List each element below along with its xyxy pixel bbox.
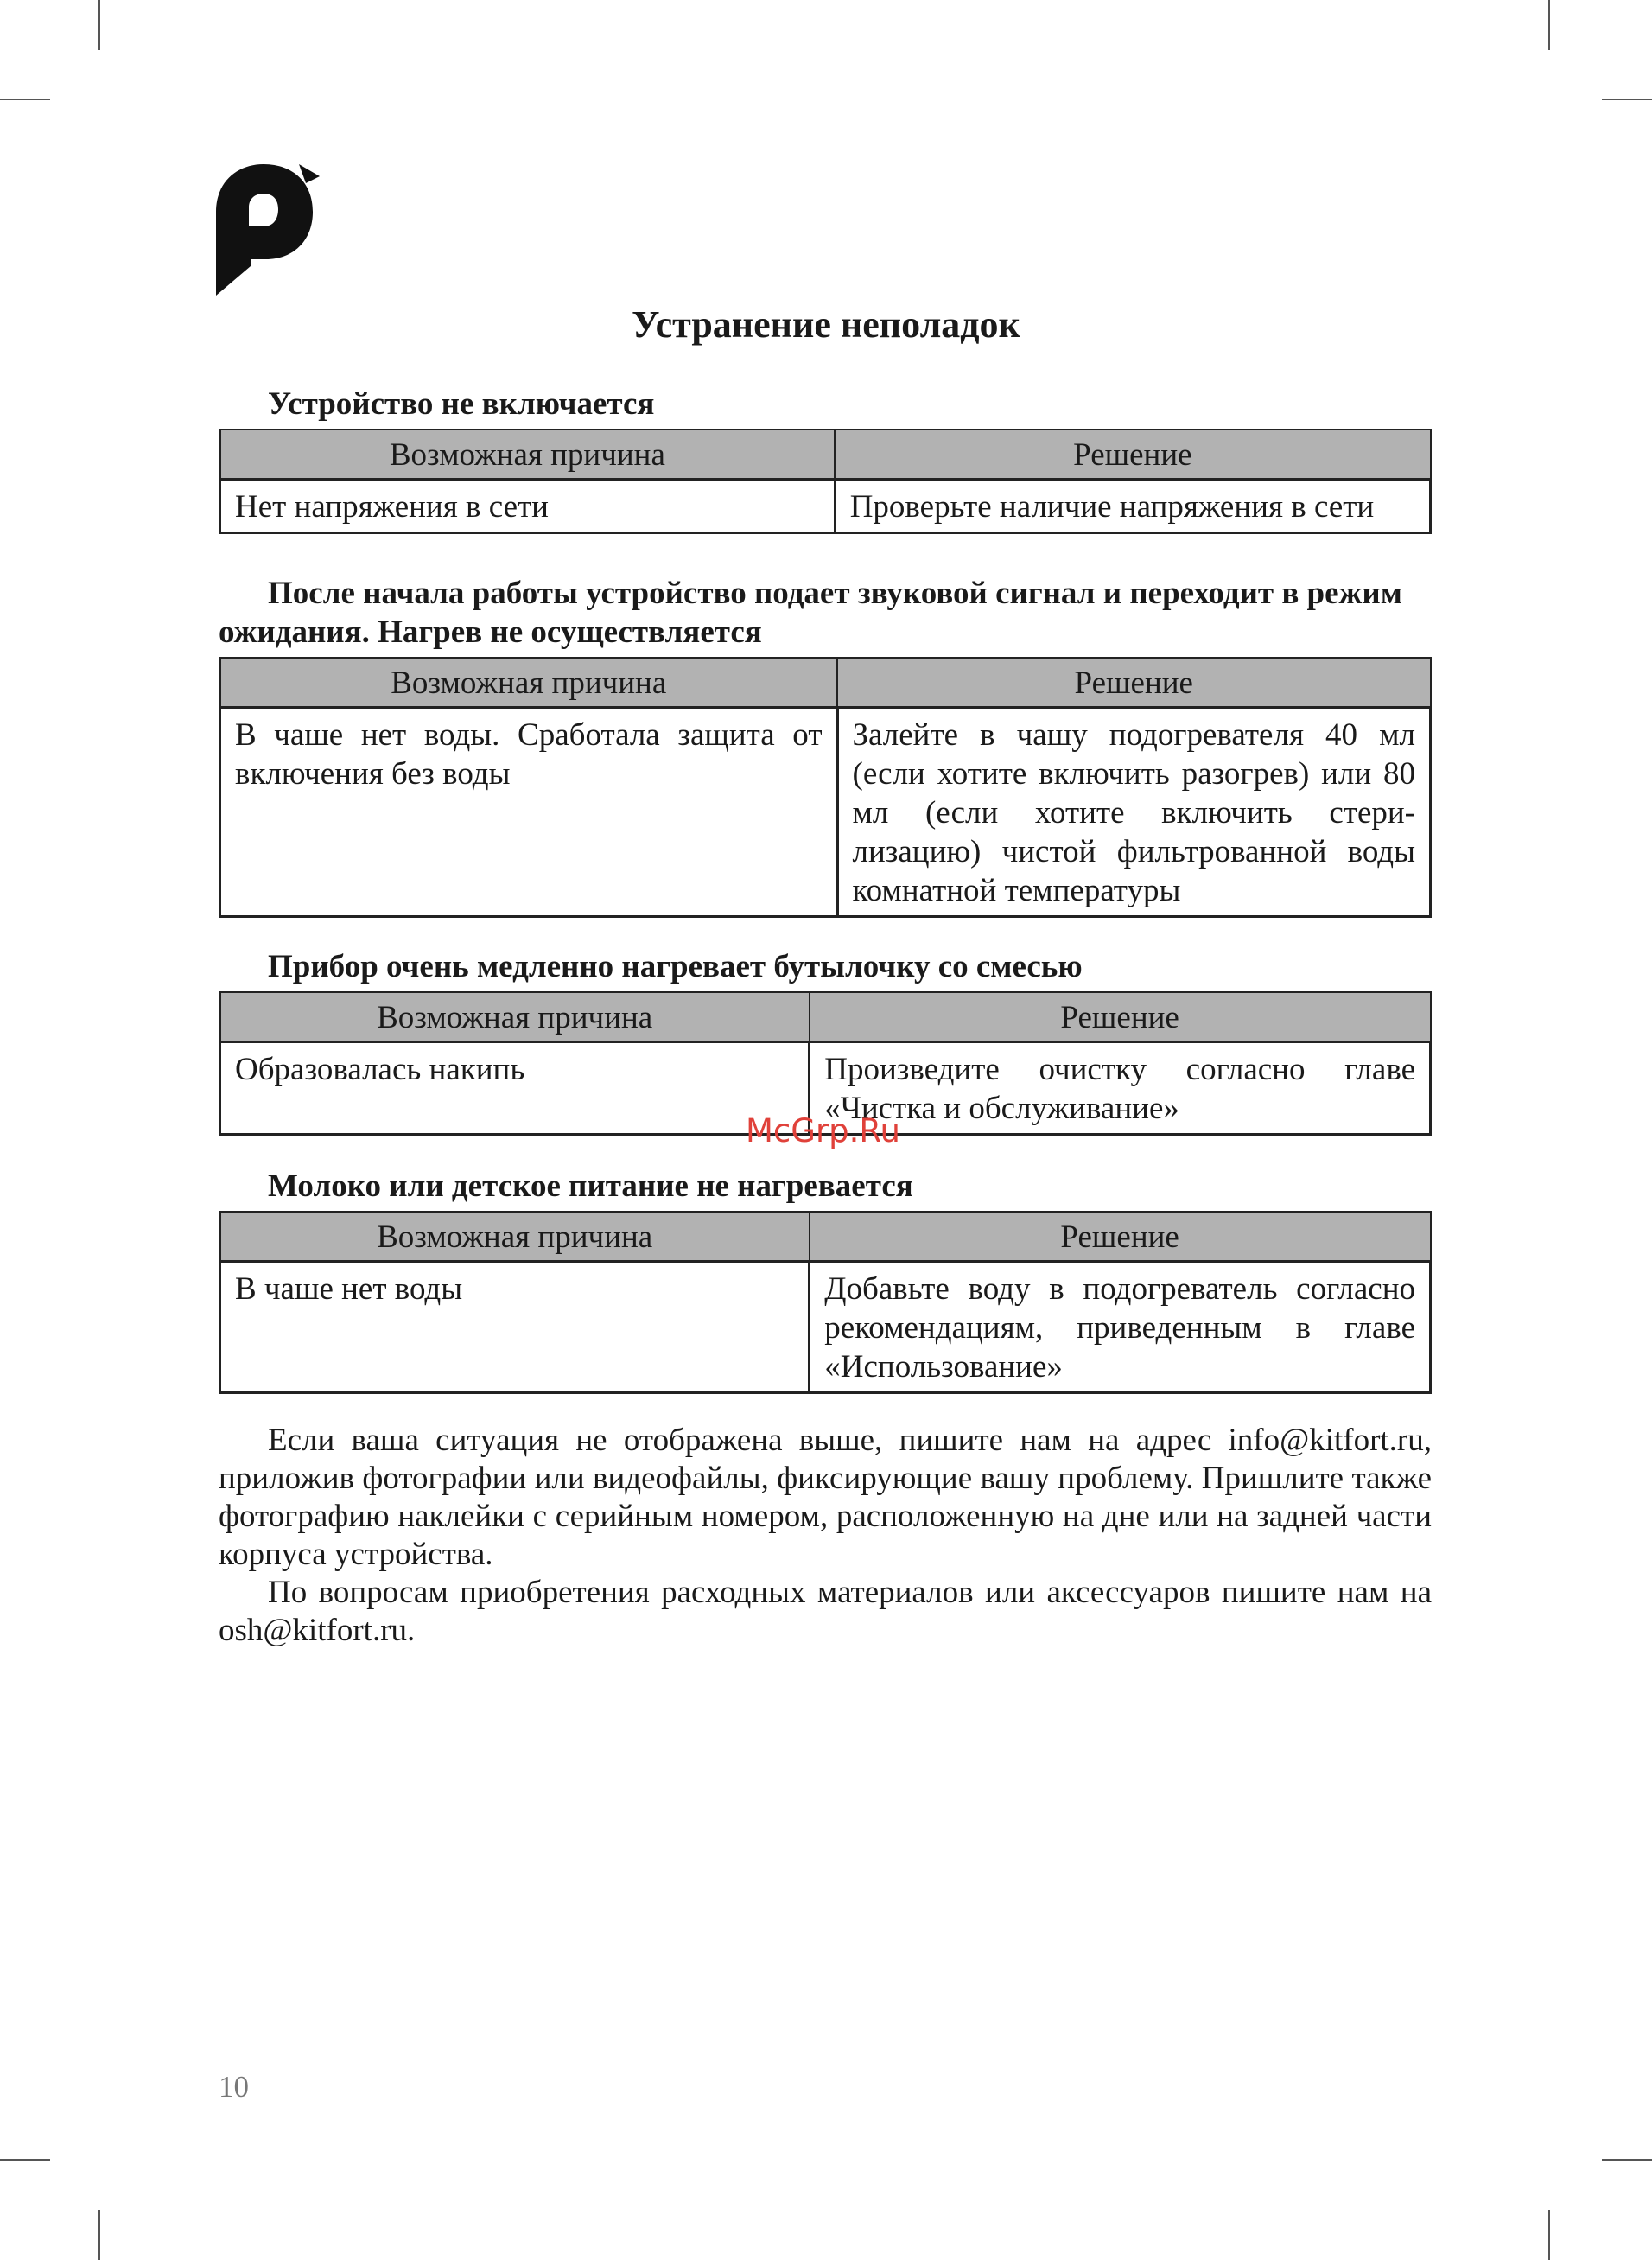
troubleshooting-table <box>219 429 1432 534</box>
solution-header: Решение <box>810 992 1431 1042</box>
section-heading: После начала работы устройство подает звуковой сигнал и переходит в режим ожидания. Нагрев не осуществляется <box>219 576 1402 650</box>
solution-cell: Проверьте наличие напряжения в сети <box>835 480 1430 533</box>
troubleshooting-section <box>219 1167 1432 1394</box>
kitfort-p-logo-icon <box>216 164 320 296</box>
cause-header: Возможная причина <box>220 1212 810 1262</box>
page-number: 10 <box>219 2070 249 2104</box>
crop-mark <box>98 0 100 50</box>
solution-header: Решение <box>810 1212 1431 1262</box>
cause-cell: В чаше нет воды. Сработала защита от включения без воды <box>220 708 838 917</box>
cause-header: Возможная причина <box>220 430 836 480</box>
troubleshooting-table <box>219 1211 1432 1394</box>
troubleshooting-section <box>219 947 1432 1136</box>
crop-mark <box>0 2159 50 2161</box>
crop-mark <box>1548 2210 1550 2260</box>
troubleshooting-table <box>219 657 1432 918</box>
paragraph: Если ваша ситуация не отображена выше, пишите нам на адрес info@kitfort.ru, приложив фотографии или видеофайлы, фиксирующие вашу проблему. Пришлите также фотографию наклейки с серийным номером, расположенную на дне или на задней части корпуса устройства. <box>219 1423 1432 1572</box>
solution-cell: Произведите очистку согласно главе «Чистка и обслуживание» <box>810 1042 1431 1135</box>
crop-mark <box>98 2210 100 2260</box>
solution-header: Решение <box>835 430 1430 480</box>
watermark: McGrp.Ru <box>746 1112 900 1149</box>
table-row <box>220 480 1431 533</box>
section-heading: Прибор очень медленно нагревает бутылочку со смесью <box>268 949 1083 984</box>
crop-mark <box>1548 0 1550 50</box>
cause-header: Возможная причина <box>220 992 810 1042</box>
crop-mark <box>1602 99 1652 100</box>
crop-mark <box>0 99 50 100</box>
troubleshooting-section <box>219 574 1432 918</box>
table-row <box>220 1262 1431 1393</box>
paragraph: По вопросам приобретения расходных материалов или аксессуаров пишите нам на osh@kitfort.ru. <box>219 1575 1432 1648</box>
page-title: Устранение неполадок <box>632 303 1020 346</box>
troubleshooting-section <box>219 385 1432 534</box>
cause-header: Возможная причина <box>220 658 838 708</box>
solution-cell: Залейте в чашу подогревателя 40 мл (если хотите включить разогрев) или 80 мл (если хотите включить стери-лизацию) чистой фильтрованной воды комнатной температуры <box>837 708 1431 917</box>
cause-cell: Образовалась накипь <box>220 1042 810 1135</box>
section-heading: Устройство не включается <box>268 386 655 422</box>
section-heading: Молоко или детское питание не нагревается <box>268 1168 913 1204</box>
crop-mark <box>1602 2159 1652 2161</box>
contact-info <box>219 1422 1432 1650</box>
table-row <box>220 708 1431 917</box>
solution-cell: Добавьте воду в подогреватель согласно рекомендациям, приведенным в главе «Использование» <box>810 1262 1431 1393</box>
solution-header: Решение <box>837 658 1431 708</box>
cause-cell: В чаше нет воды <box>220 1262 810 1393</box>
cause-cell: Нет напряжения в сети <box>220 480 836 533</box>
